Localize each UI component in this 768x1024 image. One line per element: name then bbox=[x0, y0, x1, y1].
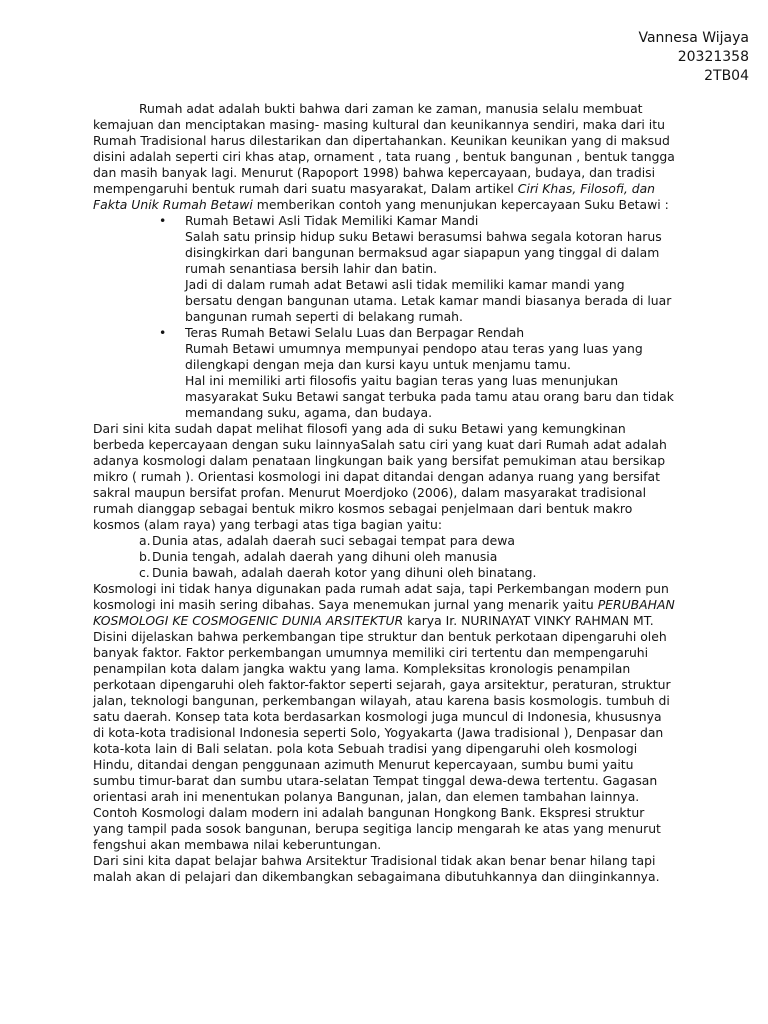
class-code: 2TB04 bbox=[704, 68, 749, 84]
list-item-text: Dunia atas, adalah daerah suci sebagai tempat para dewa bbox=[152, 533, 516, 548]
bullet-paragraph: Salah satu prinsip hidup suku Betawi berasumsi bahwa segala kotoran harus disingkirkan dari bangunan bermaksud agar siapapun yang tinggal di dalam rumah senantiasa bersih lahir dan batin. bbox=[185, 229, 662, 276]
intro-text-end: memberikan contoh yang menunjukan kepercayaan Suku Betawi : bbox=[256, 197, 669, 212]
bullet-item bbox=[93, 213, 675, 229]
bullet-marker: • bbox=[159, 213, 167, 228]
list-letter: c. bbox=[139, 565, 150, 580]
bullet-title: Rumah Betawi Asli Tidak Memiliki Kamar Mandi bbox=[185, 213, 479, 228]
intro-paragraph bbox=[93, 101, 675, 213]
article-title: Ciri Khas, Filosofi, dan Fakta Unik Rumah Betawi bbox=[93, 181, 656, 212]
essay-body bbox=[93, 101, 675, 885]
bullet-paragraph: Jadi di dalam rumah adat Betawi asli tidak memiliki kamar mandi yang bersatu dengan bangunan utama. Letak kamar mandi biasanya berada di luar bangunan rumah seperti di belakang rumah. bbox=[185, 277, 672, 324]
journal-paragraph bbox=[93, 581, 675, 805]
bullet-paragraph: Rumah Betawi umumnya mempunyai pendopo atau teras yang luas yang dilengkapi dengan meja dan kursi kayu untuk menjamu tamu. bbox=[185, 341, 643, 372]
bullet-title: Teras Rumah Betawi Selalu Luas dan Berpagar Rendah bbox=[185, 325, 525, 340]
list-item bbox=[93, 549, 675, 565]
bullet-item bbox=[93, 325, 675, 341]
list-letter: a. bbox=[139, 533, 151, 548]
list-letter: b. bbox=[139, 549, 151, 564]
cosmology-paragraph: Dari sini kita sudah dapat melihat filosofi yang ada di suku Betawi yang kemungkinan berbeda kepercayaan dengan suku lainnyaSalah satu ciri yang kuat dari Rumah adat adalah adanya kosmologi dalam penataan lingkungan baik yang bersifat pemukiman atau bersikap mikro ( rumah ). Orientasi kosmologi ini dapat ditandai dengan adanya ruang yang bersifat sakral maupun bersifat profan. Menurut Moerdjoko (2006), dalam masyarakat tradisional rumah dianggap sebagai bentuk mikro kosmos sebagai penjelmaan dari bentuk makro kosmos (alam raya) yang terbagi atas tiga bagian yaitu: bbox=[93, 421, 667, 532]
list-item bbox=[93, 533, 675, 549]
student-id: 20321358 bbox=[677, 49, 749, 65]
list-item-text: Dunia bawah, adalah daerah kotor yang dihuni oleh binatang. bbox=[152, 565, 537, 580]
list-item-text: Dunia tengah, adalah daerah yang dihuni oleh manusia bbox=[152, 549, 498, 564]
betawi-bullet-list bbox=[93, 213, 675, 421]
closing-paragraph: Dari sini kita dapat belajar bahwa Arsitektur Tradisional tidak akan benar benar hilang tapi malah akan di pelajari dan dikembangkan sebagaimana dibutuhkannya dan diinginkannya. bbox=[93, 853, 660, 884]
intro-text: Rumah adat adalah bukti bahwa dari zaman ke zaman, manusia selalu membuat kemajuan dan menciptakan masing- masing kultural dan keunikannya sendiri, maka dari itu Rumah Tradisional harus dilestarikan dan dipertahankan. Keunikan keunikan yang di maksud disini adalah seperti ciri khas atap, ornament , tata ruang , bentuk bangunan , bentuk tangga dan masih banyak lagi. Menurut (Rapoport 1998) bahwa kepercayaan, budaya, dan tradisi mempengaruhi bentuk rumah dari suatu masyarakat, Dalam artikel bbox=[93, 101, 675, 196]
bullet-marker: • bbox=[159, 325, 167, 340]
journal-text-start: Kosmologi ini tidak hanya digunakan pada rumah adat saja, tapi Perkembangan modern pun kosmologi ini masih sering dibahas. Saya menemukan jurnal yang menarik yaitu bbox=[93, 581, 669, 612]
author-header bbox=[638, 29, 749, 86]
bullet-paragraph: Hal ini memiliki arti filosofis yaitu bagian teras yang luas menunjukan masyarakat Suku Betawi sangat terbuka pada tamu atau orang baru dan tidak memandang suku, agama, dan budaya. bbox=[185, 373, 674, 420]
world-list bbox=[93, 533, 675, 581]
journal-text-end: karya Ir. NURINAYAT VINKY RAHMAN MT. Disini dijelaskan bahwa perkembangan tipe struktur dan bentuk perkotaan dipengaruhi oleh banyak faktor. Faktor perkembangan umumnya memiliki ciri tertentu dan mempengaruhi penampilan kota dalam jangka waktu yang lama. Kompleksitas kronologis penampilan perkotaan dipengaruhi oleh faktor-faktor seperti sejarah, gaya arsitektur, peraturan, struktur jalan, teknologi bangunan, perkembangan wilayah, atau karena basis kosmologis. tumbuh di satu daerah. Konsep tata kota berdasarkan kosmologi juga muncul di Indonesia, khususnya di kota-kota tradisional Indonesia seperti Solo, Yogyakarta (Jawa tradisional ), Denpasar dan kota-kota lain di Bali selatan. pola kota Sebuah tradisi yang dipengaruhi oleh kosmologi Hindu, ditandai dengan penggunaan azimuth Menurut kepercayaan, sumbu bumi yaitu sumbu timur-barat dan sumbu utara-selatan Tempat tinggal dewa-dewa tertentu. Gagasan orientasi arah ini menentukan polanya Bangunan, jalan, dan elemen tambahan lainnya. bbox=[93, 613, 671, 804]
list-item bbox=[93, 565, 675, 581]
journal-title: PERUBAHAN KOSMOLOGI KE COSMOGENIC DUNIA ARSITEKTUR bbox=[93, 597, 675, 628]
hongkong-paragraph: Contoh Kosmologi dalam modern ini adalah bangunan Hongkong Bank. Ekspresi struktur yang tampil pada sosok bangunan, berupa segitiga lancip mengarah ke atas yang menurut fengshui akan membawa nilai keberuntungan. bbox=[93, 805, 661, 852]
author-name: Vannesa Wijaya bbox=[638, 30, 749, 46]
